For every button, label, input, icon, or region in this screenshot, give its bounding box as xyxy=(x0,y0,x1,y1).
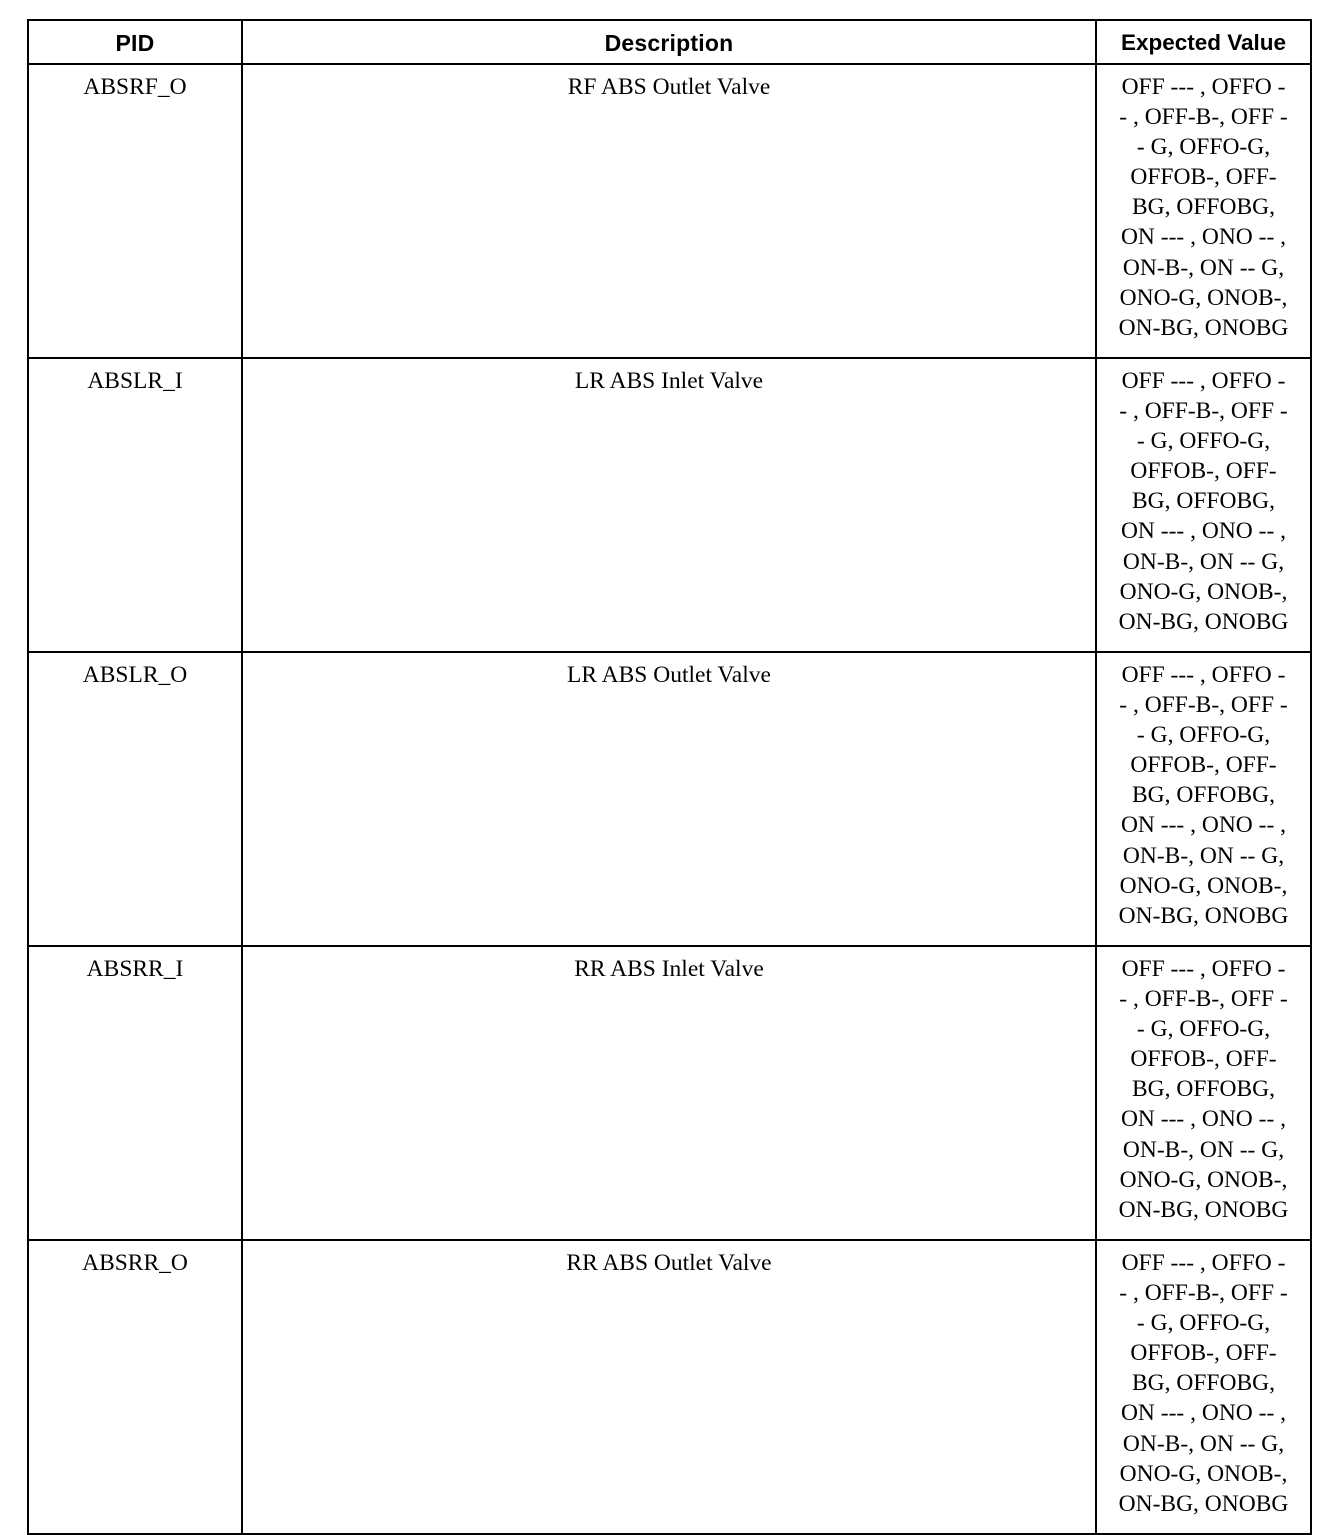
expected-value-line: - G, OFFO-G, xyxy=(1136,722,1271,749)
expected-value-line: ON-B-, ON -- G, xyxy=(1122,842,1285,869)
expected-value-line: BG, OFFOBG, xyxy=(1132,194,1275,221)
table-row xyxy=(28,946,1311,1240)
expected-value-line: BG, OFFOBG, xyxy=(1132,782,1275,809)
expected-value-cell xyxy=(1096,652,1311,946)
expected-value-line: - G, OFFO-G, xyxy=(1136,428,1271,455)
expected-value-cell xyxy=(1096,946,1311,1240)
expected-value-line: OFF --- , OFFO - xyxy=(1121,368,1286,394)
description-cell: LR ABS Inlet Valve xyxy=(242,358,1096,652)
expected-value-cell xyxy=(1096,64,1311,358)
expected-value-line: OFFOB-, OFF- xyxy=(1130,458,1277,485)
table-row xyxy=(28,64,1311,358)
description-cell: RF ABS Outlet Valve xyxy=(242,64,1096,358)
table-row xyxy=(28,1240,1311,1534)
header-pid: PID xyxy=(28,20,242,64)
expected-value-line: OFFOB-, OFF- xyxy=(1130,1046,1277,1073)
description-cell: RR ABS Inlet Valve xyxy=(242,946,1096,1240)
expected-value-line: ON-B-, ON -- G, xyxy=(1122,548,1285,575)
description-cell: LR ABS Outlet Valve xyxy=(242,652,1096,946)
pid-cell: ABSLR_O xyxy=(28,652,242,946)
expected-value-line: ONO-G, ONOB-, xyxy=(1119,1460,1288,1487)
expected-value-line: ONO-G, ONOB-, xyxy=(1119,284,1288,311)
pid-cell: ABSRF_O xyxy=(28,64,242,358)
expected-value-line: OFF --- , OFFO - xyxy=(1121,74,1286,100)
expected-value-line: - G, OFFO-G, xyxy=(1136,1016,1271,1043)
pid-cell: ABSRR_O xyxy=(28,1240,242,1534)
expected-value-line: ONO-G, ONOB-, xyxy=(1119,1166,1288,1193)
expected-value-line: ON --- , ONO -- , xyxy=(1120,1400,1287,1427)
expected-value-line: BG, OFFOBG, xyxy=(1132,1370,1275,1397)
pid-table xyxy=(27,19,1312,1535)
expected-value-line: ON-B-, ON -- G, xyxy=(1122,1136,1285,1163)
expected-value-line: OFFOB-, OFF- xyxy=(1130,1340,1277,1367)
expected-value-line: - , OFF-B-, OFF - xyxy=(1119,104,1288,131)
expected-value-line: ON-B-, ON -- G, xyxy=(1122,1430,1285,1457)
description-cell: RR ABS Outlet Valve xyxy=(242,1240,1096,1534)
expected-value-line: OFF --- , OFFO - xyxy=(1121,1250,1286,1276)
pid-cell: ABSLR_I xyxy=(28,358,242,652)
expected-value-line: ON --- , ONO -- , xyxy=(1120,812,1287,839)
expected-value-line: - , OFF-B-, OFF - xyxy=(1119,1280,1288,1307)
header-description: Description xyxy=(242,20,1096,64)
expected-value-line: ON-BG, ONOBG xyxy=(1118,608,1289,635)
expected-value-line: OFF --- , OFFO - xyxy=(1121,956,1286,982)
expected-value-line: - , OFF-B-, OFF - xyxy=(1119,692,1288,719)
expected-value-line: - , OFF-B-, OFF - xyxy=(1119,398,1288,425)
expected-value-line: ON-BG, ONOBG xyxy=(1118,902,1289,929)
expected-value-line: - G, OFFO-G, xyxy=(1136,134,1271,161)
table-row xyxy=(28,652,1311,946)
expected-value-line: ON-B-, ON -- G, xyxy=(1122,254,1285,281)
expected-value-line: ON-BG, ONOBG xyxy=(1118,1196,1289,1223)
expected-value-line: ONO-G, ONOB-, xyxy=(1119,578,1288,605)
header-expected-value: Expected Value xyxy=(1096,20,1311,64)
header-row xyxy=(28,20,1311,64)
expected-value-line: ON --- , ONO -- , xyxy=(1120,224,1287,251)
expected-value-line: - G, OFFO-G, xyxy=(1136,1310,1271,1337)
expected-value-line: OFF --- , OFFO - xyxy=(1121,662,1286,688)
table-row xyxy=(28,358,1311,652)
expected-value-line: ON --- , ONO -- , xyxy=(1120,518,1287,545)
expected-value-line: ON --- , ONO -- , xyxy=(1120,1106,1287,1133)
expected-value-line: ON-BG, ONOBG xyxy=(1118,1490,1289,1517)
expected-value-line: - , OFF-B-, OFF - xyxy=(1119,986,1288,1013)
expected-value-cell xyxy=(1096,358,1311,652)
expected-value-line: ONO-G, ONOB-, xyxy=(1119,872,1288,899)
expected-value-line: ON-BG, ONOBG xyxy=(1118,314,1289,341)
expected-value-line: BG, OFFOBG, xyxy=(1132,488,1275,515)
expected-value-cell xyxy=(1096,1240,1311,1534)
expected-value-line: OFFOB-, OFF- xyxy=(1130,164,1277,191)
expected-value-line: OFFOB-, OFF- xyxy=(1130,752,1277,779)
pid-cell: ABSRR_I xyxy=(28,946,242,1240)
expected-value-line: BG, OFFOBG, xyxy=(1132,1076,1275,1103)
